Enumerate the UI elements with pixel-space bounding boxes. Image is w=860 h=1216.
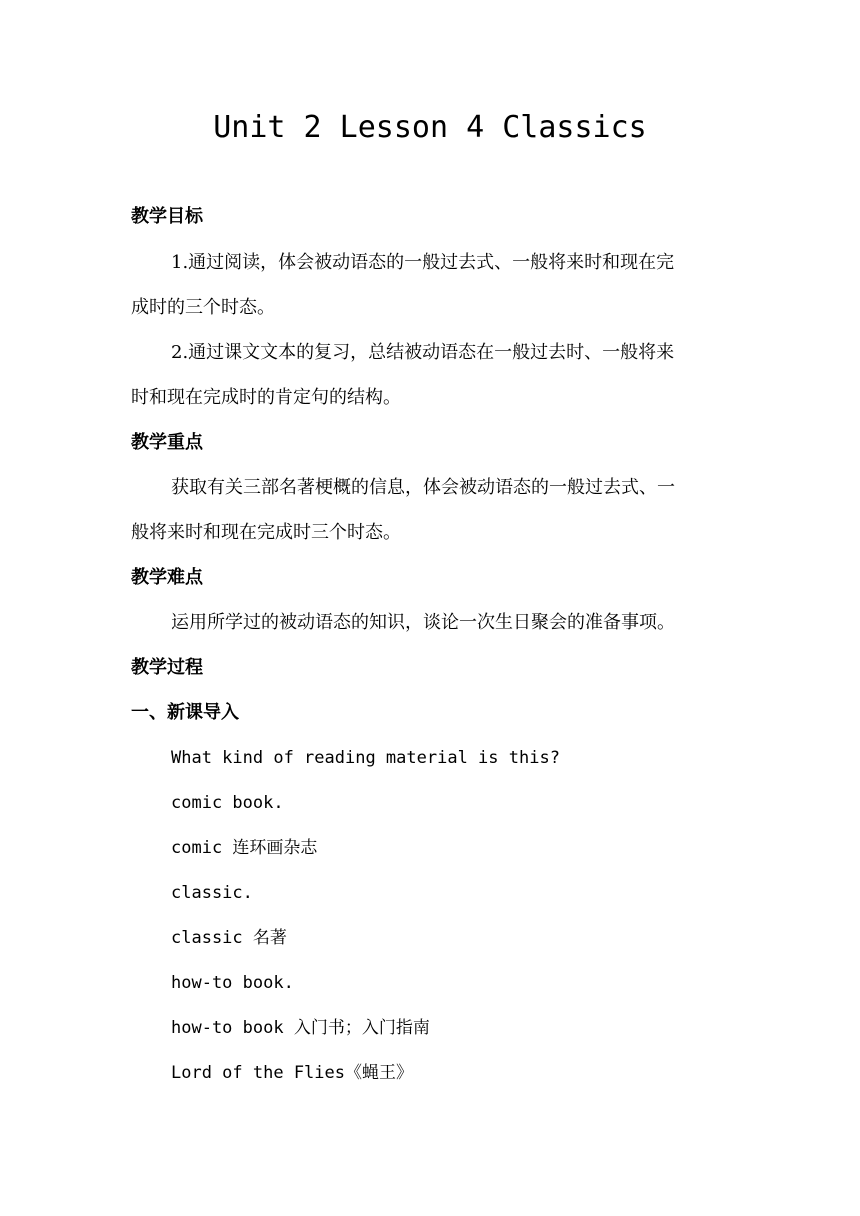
sub-heading-introduction: 一、新课导入 xyxy=(131,702,239,723)
process-line: comic 连环画杂志 xyxy=(171,838,318,858)
section-heading-objectives: 教学目标 xyxy=(131,206,203,227)
process-line: how-to book 入门书；入门指南 xyxy=(171,1018,430,1038)
process-line: classic. xyxy=(171,883,253,903)
objective-2-line-1: 2.通过课文文本的复习，总结被动语态在一般过去时、一般将来 xyxy=(171,342,675,363)
section-heading-difficulties: 教学难点 xyxy=(131,567,203,588)
key-points-line-1: 获取有关三部名著梗概的信息，体会被动语态的一般过去式、一 xyxy=(171,477,675,498)
process-line: how-to book. xyxy=(171,973,294,993)
section-heading-key-points: 教学重点 xyxy=(131,432,203,453)
process-line: comic book. xyxy=(171,793,284,813)
process-line: classic 名著 xyxy=(171,928,287,948)
process-line: What kind of reading material is this? xyxy=(171,748,560,768)
objective-1-line-2: 成时的三个时态。 xyxy=(131,297,275,318)
section-heading-process: 教学过程 xyxy=(131,657,203,678)
objective-2-line-2: 时和现在完成时的肯定句的结构。 xyxy=(131,387,401,408)
process-line: Lord of the Flies《蝇王》 xyxy=(171,1063,413,1083)
document-title: Unit 2 Lesson 4 Classics xyxy=(213,110,647,145)
objective-1-line-1: 1.通过阅读，体会被动语态的一般过去式、一般将来时和现在完 xyxy=(171,252,675,273)
difficulties-line-1: 运用所学过的被动语态的知识，谈论一次生日聚会的准备事项。 xyxy=(171,612,675,633)
key-points-line-2: 般将来时和现在完成时三个时态。 xyxy=(131,522,401,543)
